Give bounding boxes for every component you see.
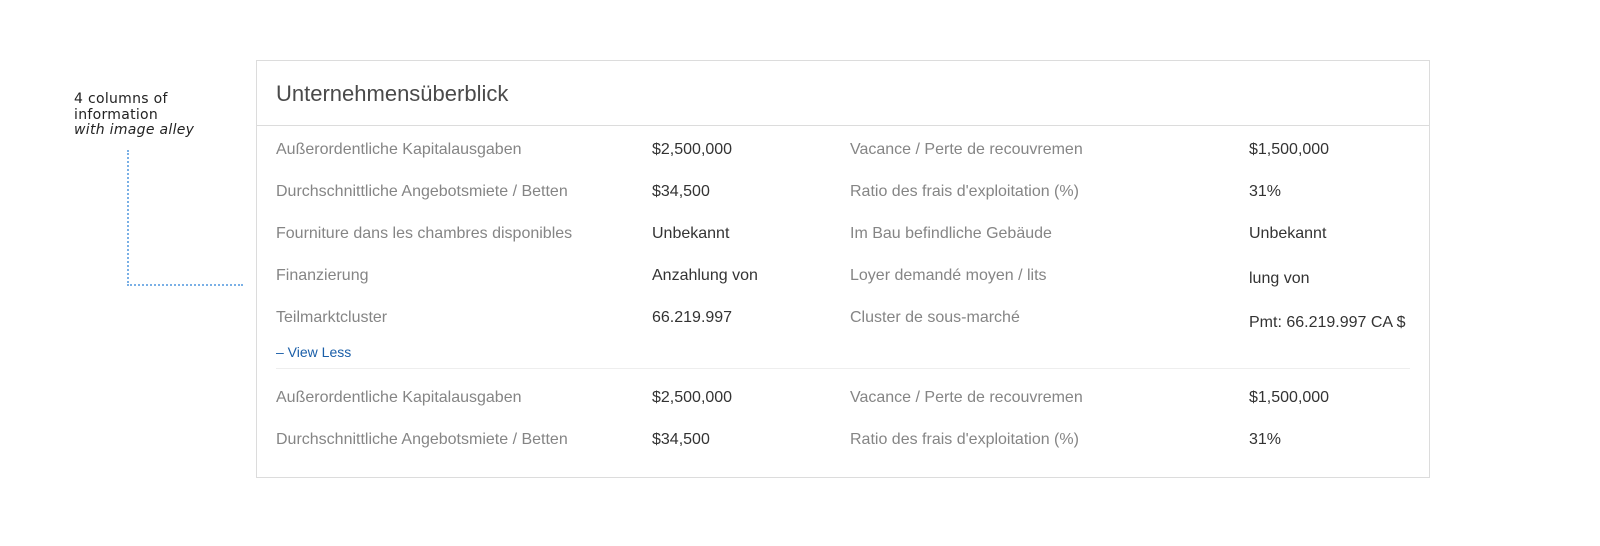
card-header (257, 61, 1429, 126)
annotation-note (74, 92, 194, 139)
row-label: Teilmarktcluster (276, 309, 388, 326)
row-label: Fourniture dans les chambres disponibles (276, 225, 573, 242)
row-value: $34,500 (652, 183, 710, 200)
row-value: 31% (1249, 431, 1282, 448)
info-row (257, 309, 1429, 329)
row-label: Finanzierung (276, 267, 369, 284)
row-value: lung von (1249, 270, 1310, 287)
row-value: $2,500,000 (652, 389, 733, 406)
row-value: 66.219.997 (652, 309, 733, 326)
info-row (257, 225, 1429, 245)
row-value: Pmt: 66.219.997 CA $ (1249, 314, 1406, 331)
row-label: Cluster de sous-marché (850, 309, 1020, 326)
row-value: Anzahlung von (652, 267, 758, 284)
row-value: $1,500,000 (1249, 389, 1330, 406)
annotation-connector-horizontal (127, 284, 243, 286)
row-label: Ratio des frais d'exploitation (%) (850, 431, 1079, 448)
info-row (257, 267, 1429, 287)
row-label: Außerordentliche Kapitalausgaben (276, 389, 522, 406)
annotation-line-1: 4 columns of (74, 91, 168, 107)
annotation-line-2: information (74, 106, 159, 123)
row-label: Durchschnittliche Angebotsmiete / Betten (276, 183, 568, 200)
row-value: Unbekannt (652, 225, 730, 242)
row-label: Ratio des frais d'exploitation (%) (850, 183, 1079, 200)
row-label: Vacance / Perte de recouvremen (850, 389, 1083, 406)
row-label: Loyer demandé moyen / lits (850, 267, 1047, 284)
annotation-line-3: with image alley (74, 122, 195, 138)
row-value: $2,500,000 (652, 141, 733, 158)
view-less-link[interactable]: – View Less (276, 344, 352, 360)
row-label: Vacance / Perte de recouvremen (850, 141, 1083, 158)
annotation-connector-vertical (127, 150, 129, 286)
company-overview-card (256, 60, 1430, 478)
row-label: Durchschnittliche Angebotsmiete / Betten (276, 431, 568, 448)
row-label: Außerordentliche Kapitalausgaben (276, 141, 522, 158)
info-row (257, 183, 1429, 203)
row-label: Im Bau befindliche Gebäude (850, 225, 1052, 242)
row-value: $1,500,000 (1249, 141, 1330, 158)
info-row (257, 431, 1429, 451)
row-value: $34,500 (652, 431, 710, 448)
row-value: 31% (1249, 183, 1282, 200)
card-title: Unternehmensüberblick (276, 81, 509, 106)
row-divider (276, 368, 1410, 369)
row-value: Unbekannt (1249, 225, 1327, 242)
info-row (257, 141, 1429, 161)
info-row (257, 389, 1429, 409)
